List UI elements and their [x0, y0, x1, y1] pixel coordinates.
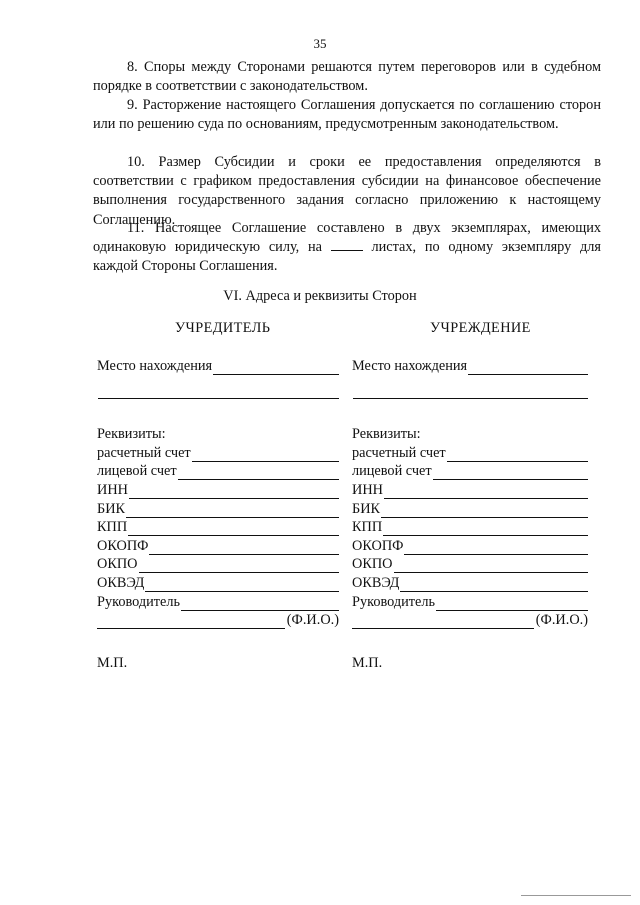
- okpo-row: [352, 555, 588, 574]
- location-row-2: [97, 375, 339, 399]
- settlement-account-row: [97, 443, 339, 462]
- stamp-label: М.П.: [97, 654, 128, 671]
- stamp-label: М.П.: [352, 654, 383, 671]
- okved-label: ОКВЭД: [352, 574, 400, 591]
- inn-line: [384, 484, 588, 499]
- bik-line: [126, 503, 339, 518]
- okopf-line: [149, 540, 339, 555]
- institution-heading: УЧРЕЖДЕНИЕ: [430, 320, 531, 336]
- head-line: [436, 596, 588, 611]
- paragraph-11: [93, 219, 601, 277]
- settlement-account-line: [447, 447, 588, 462]
- kpp-line: [383, 521, 588, 536]
- stamp-row: [97, 653, 339, 672]
- personal-account-label: лицевой счет: [97, 463, 177, 480]
- okopf-line: [404, 540, 588, 555]
- settlement-account-label: расчетный счет: [352, 444, 446, 461]
- paragraph-9: 9. Расторжение настоящего Соглашения допускается по соглашению сторон или по решению суда по основаниям, предусмотренным законодательством.: [93, 97, 601, 133]
- institution-details: [352, 356, 588, 672]
- location-line-2: [353, 384, 588, 399]
- head-row: [97, 592, 339, 611]
- okpo-line: [139, 558, 339, 573]
- fio-label: (Ф.И.О.): [535, 612, 588, 629]
- inn-row: [97, 480, 339, 499]
- settlement-account-line: [192, 447, 339, 462]
- kpp-row: [97, 518, 339, 537]
- personal-account-row: [352, 462, 588, 481]
- bik-label: БИК: [352, 500, 381, 517]
- fio-row: [97, 611, 339, 630]
- okved-row: [352, 573, 588, 592]
- okpo-row: [97, 555, 339, 574]
- okpo-label: ОКПО: [97, 556, 138, 573]
- okopf-label: ОКОПФ: [352, 537, 404, 554]
- kpp-line: [128, 521, 339, 536]
- fio-line: [352, 614, 534, 629]
- okopf-row: [97, 536, 339, 555]
- stamp-row: [352, 653, 588, 672]
- location-label: Место нахождения: [352, 357, 468, 374]
- okpo-label: ОКПО: [352, 556, 393, 573]
- bik-row: [352, 499, 588, 518]
- section-title: VI. Адреса и реквизиты Сторон: [223, 288, 417, 304]
- fio-label: (Ф.И.О.): [286, 612, 339, 629]
- fio-row: [352, 611, 588, 630]
- location-line-2: [98, 384, 339, 399]
- scan-edge-line: [521, 895, 631, 896]
- founder-details: [97, 356, 339, 672]
- paragraph-11-start: 11. Настоящее Соглашение составлено в двух экземплярах, имеющих одинаковую юридическую силу, на: [93, 220, 601, 256]
- inn-label: ИНН: [97, 481, 128, 498]
- fio-line: [97, 614, 285, 629]
- head-row: [352, 592, 588, 611]
- location-row: [97, 356, 339, 375]
- location-row: [352, 356, 588, 375]
- location-line: [468, 360, 588, 375]
- kpp-row: [352, 518, 588, 537]
- okpo-line: [394, 558, 588, 573]
- location-line: [213, 360, 339, 375]
- personal-account-row: [97, 462, 339, 481]
- inn-row: [352, 480, 588, 499]
- okved-line: [400, 577, 588, 592]
- settlement-account-row: [352, 443, 588, 462]
- kpp-label: КПП: [352, 519, 383, 536]
- inn-label: ИНН: [352, 481, 383, 498]
- personal-account-line: [433, 465, 588, 480]
- requisites-row: [352, 425, 588, 444]
- sheet-count-blank: [331, 238, 363, 251]
- bik-line: [381, 503, 588, 518]
- personal-account-label: лицевой счет: [352, 463, 432, 480]
- bik-label: БИК: [97, 500, 126, 517]
- head-label: Руководитель: [352, 593, 436, 610]
- kpp-label: КПП: [97, 519, 128, 536]
- head-label: Руководитель: [97, 593, 181, 610]
- paragraph-11-end: листах, по одному экземпляру для каждой Стороны Соглашения.: [93, 239, 601, 275]
- location-label: Место нахождения: [97, 357, 213, 374]
- requisites-row: [97, 425, 339, 444]
- okopf-row: [352, 536, 588, 555]
- location-row-2: [352, 375, 588, 399]
- personal-account-line: [178, 465, 339, 480]
- paragraph-10: 10. Размер Субсидии и сроки ее предоставления определяются в соответствии с графиком предоставления субсидии на финансовое обеспечение выполнения государственного задания согласно приложению к настоящему Соглашению.: [93, 154, 601, 228]
- inn-line: [129, 484, 339, 499]
- paragraph-8: 8. Споры между Сторонами решаются путем переговоров или в судебном порядке в соответствии с законодательством.: [93, 59, 601, 95]
- okved-row: [97, 573, 339, 592]
- page-number: 35: [313, 36, 327, 51]
- okved-line: [145, 577, 339, 592]
- okved-label: ОКВЭД: [97, 574, 145, 591]
- requisites-label: Реквизиты:: [97, 426, 166, 443]
- head-line: [181, 596, 339, 611]
- settlement-account-label: расчетный счет: [97, 444, 191, 461]
- bik-row: [97, 499, 339, 518]
- requisites-label: Реквизиты:: [352, 426, 421, 443]
- founder-heading: УЧРЕДИТЕЛЬ: [175, 320, 271, 336]
- okopf-label: ОКОПФ: [97, 537, 149, 554]
